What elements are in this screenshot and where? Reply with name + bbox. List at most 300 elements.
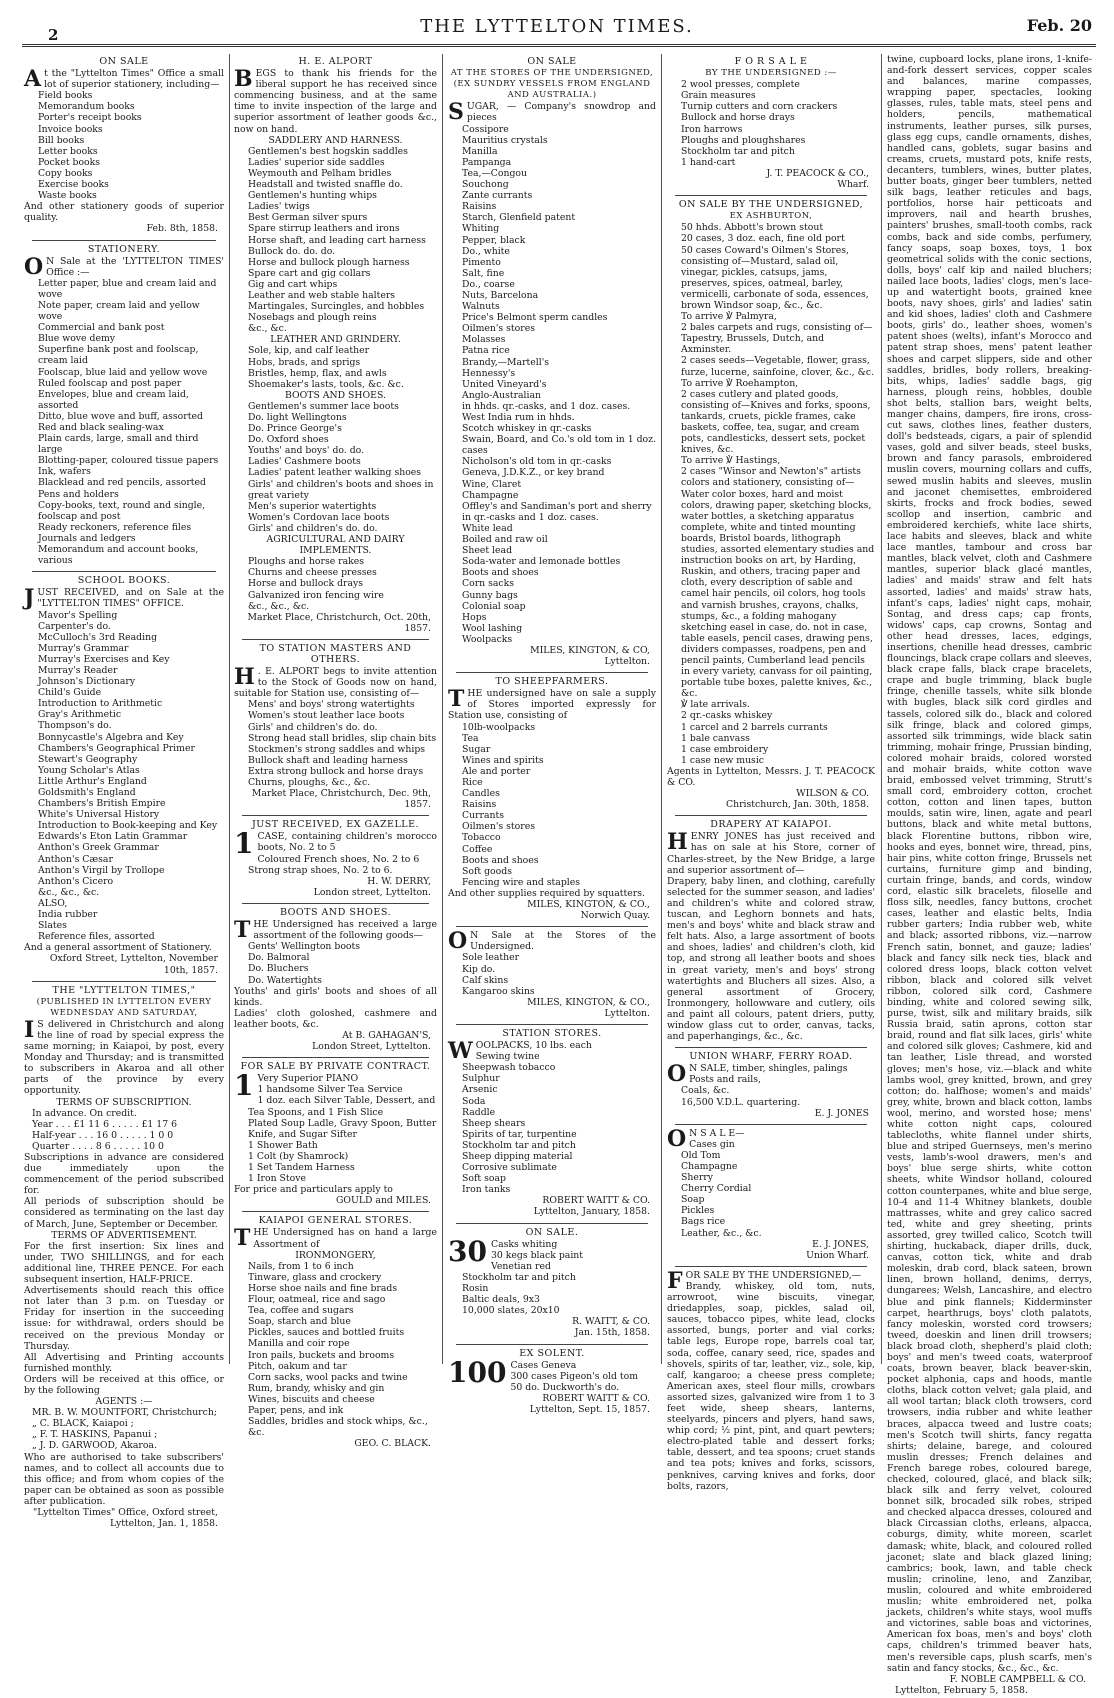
ad-item: Sugar [462, 743, 491, 755]
ad-item: Superfine bank post and foolscap, cream laid [38, 344, 199, 367]
masthead-rule [22, 44, 1096, 47]
ad-item: Kangaroo skins [462, 985, 535, 997]
agent-entry: „ C. BLACK, Kaiapoi ; [32, 1418, 134, 1430]
ad-lead-text: HE Undersigned has on hand a large Assortment of [253, 1227, 437, 1250]
advertisement [234, 56, 437, 636]
ad-item: Women's stout leather lace boots [248, 710, 405, 722]
ad-item: Ale and porter [462, 765, 531, 777]
ad-item: Leather, &c., &c. [681, 1227, 762, 1239]
ad-lead-text: . E. ALPORT begs to invite attention to the Stock of Goods now on hand, suitable for Station use, consisting of— [234, 666, 437, 700]
ad-item: 50 do. Duckworth's do. [510, 1381, 620, 1393]
ad-item: Coloured French shoes, No. 2 to 6 [257, 853, 420, 865]
column-divider [229, 54, 230, 1364]
ad-item: Blotting-paper, coloured tissue papers [38, 455, 219, 467]
column-divider [442, 54, 443, 1364]
ad-separator [32, 981, 216, 982]
ad-item: Extra strong bullock and horse drays [248, 765, 424, 777]
advertisement [24, 575, 224, 977]
ad-item: Pickles, sauces and bottled fruits [248, 1327, 405, 1339]
ad-item: Bill books [38, 134, 85, 146]
ad-item: 1 hand-cart [681, 156, 736, 168]
ad-paragraph: Who are authorised to take subscribers' names, and to collect all accounts due to this office; and from whom copies of the paper can be obtained as soon as possible after publication. [24, 1451, 224, 1507]
ad-advertiser: E. J. JONES, [812, 1238, 869, 1250]
ad-item: Ladies' twigs [248, 201, 310, 213]
ad-paragraph: Brandy, whiskey, old tom, nuts, arrowroot, wine biscuits, vinegar, driedapples, soap, pickles, salad oil, sauces, tobacco pipes, white lead, clocks assorted, bungs, porter and vial corks; table legs, Europe rope, barrels coal tar, soda, coffee, canary seed, rice, spades and shovels, spirits of tar, leather, viz., sole, kip, calf, kangaroo; a cheese press complete; American axes, steel flour mills, crowbars assorted sizes, galvanized wire from 1 to 3 feet wide, sheep shears, lanterns, steelyards, pincers and plyers, hand saws, whip cord; ½ pint, pint, and quart pewters; electro-plated table and dessert forks; table, dessert, and tea spoons; cruet stands and tea pots; knives and forks, scissors, penknives, carving knives and forks, door bolts, razors, [667, 1280, 875, 1492]
column-4 [667, 54, 875, 1492]
ad-lead [24, 253, 224, 280]
ad-item: Raddle [462, 1106, 496, 1118]
ad-item: Geneva, J.D.K.Z., or key brand [462, 467, 605, 479]
ad-item: Swain, Board, and Co.'s old tom in 1 doz. cases [462, 434, 657, 457]
ad-item: Venetian red [490, 1260, 551, 1272]
ad-lead [234, 917, 437, 944]
ad-item-list [448, 722, 656, 888]
issue-date: Feb. 20 [1026, 16, 1092, 35]
ad-item: Porter's receipt books [38, 112, 142, 124]
ad-lead-text: HE undersigned have on sale a supply of Stores imported expressly for Station use, consisting of [448, 688, 656, 722]
ad-item: Horse and bullock drays [248, 578, 364, 590]
ad-item: Introduction to Arithmetic [38, 698, 163, 710]
ad-item: Raisins [462, 799, 497, 811]
advertisement [234, 643, 437, 812]
ad-item: 1 bale canvass [681, 732, 750, 744]
ad-item-list [234, 401, 437, 534]
ad-item: Tinware, glass and crockery [248, 1271, 382, 1283]
ad-item: Memorandum books [38, 101, 135, 113]
ad-item: Envelopes, blue and cream laid, assorted [38, 388, 189, 411]
ad-item: Carpenter's do. [38, 620, 111, 632]
drop-capital: W [448, 1038, 473, 1065]
ad-item: Sulphur [462, 1073, 500, 1085]
column-2 [234, 54, 437, 1450]
ad-item: Martingales, Surcingles, and hobbles [248, 301, 425, 313]
ad-item: Ruled foolscap and post paper [38, 377, 182, 389]
ad-item: Gentlemen's best hogskin saddles [248, 145, 408, 157]
ad-paragraph: Ladies' cloth goloshed, cashmere and leather boots, &c. [234, 1007, 437, 1030]
ad-item: Girls' and children's boots and shoes in great variety [248, 478, 434, 501]
ad-item-list [234, 1261, 437, 1439]
ad-body: twine, cupboard locks, plane irons, 1-knife-and-fork dessert services, copper scales and balances, marine compasses, wrapping paper, spectacles, looking glasses, rules, table mats, steel pens and holders, pencils, mathematical instruments, leather purses, silk purses, glass egg cups, candle ornaments, dishes, handled cans, goblets, sugar basins and creams, cruets, mustard pots, knife rests, decanters, tumblers, wines, butter plates, butter boats, ginger beer tumblers, netted silk bags, leather reticules and bags, portfolios, horse hair petticoats and improvers, nail and hearth brushes, painters' brushes, small-tooth combs, rack combs, back and side combs, perfumery, fancy soaps, soap boxes, toys, 1 box geometrical solids with the conic sections, dolls, boys' calf kip and nailed bluchers; nailed lace boots, ladies' clogs, men's lace-up and watertight boots, grained knee boots, navy shoes, girls' and ladies' satin and kid shoes, ladies' cloth and Cashmere boots, girls' do., leather shoes, women's patent shoes (welts), infant's Morocco and patent strap shoes, mens' patent leather shoes and carpet slippers, side and other saddles, bridles, body rollers, breaking-bits, whips, ladies' saddle bags, gig harness, plough reins, hobbles, double shot belts, stallion bars, weight belts, manger chains, dampers, fire irons, cross-cut saws, clothes lines, feather dusters, doll's bedsteads, cigars, a pair of splendid vases, gold and silver beads, steel busks, brown and fancy parasols, embroidered muslin covers, mourning collars and cuffs, sewed muslin habits and sleeves, muslin and jaconet chemisettes, embroidered skirts, frocks and frock bodies, sewed scollop and insertion, cambric and embroidered kerchiefs, white lace shirts, lace habits and sleeves, black and white lace mantles, tambour and cross bar mantles, black velvet, cloth and Cashmere mantles, superior black glacé mantles, ladies' and maids' straw and felt hats assorted, ladies' and maids' straw hats, infant's caps, ladies' night caps, mohair, Sontag, and dress caps; cap fronts, widows' caps, cap crowns, Sontag and other head dresses, laces, edgings, insertions, chenille head dresses, cambric flouncings, black crape collars and sleeves, black crape falls, black crape bracelets, crape and bugle trimming, black bugle fringe, chenille tassels, white silk blonde with bugles, black silk cord girdles and tassels, colored silk do., black and colored silk fringe, black and colored gimps, assorted silk trimmings, wide black satin trimming, mohair fringe, Prussian binding, colored mohair braids, colored worsted and mohair braids, white cotton wave braid, embossed velvet trimming, Strutt's small cord, embroidery cotton, crochet cotton, cotton and linen tapes, button moulds, satin wire, linen, agate and pearl buttons, black and white metal buttons, black Florentine buttons, ribbon wire, hooks and eyes, bonnet wire, thread, pins, hair pins, white cotton fringe, Brussels net curtains, furniture gimp and binding, curtain fringe, bands, and cords, window cord, elastic silk bracelets, filoselle and floss silk, needles, fancy buttons, crochet cases, leather and elastic belts, India rubber garters; India rubber web, white and black; assorted ribbons, viz.—narrow French satin, bonnet, and gauze; ladies' black and fancy silk neck ties, black and colored dress loops, black cotton velvet ribbon, black and colored silk velvet ribbon, colored silk cord, Cashmere binding, white and colored sewing silk, purse, twist, silk and military braids, silk Russia braid, satin aprons, cotton star braid, round and flat silk laces, girls' white and colored silk gloves; Cashmere, kid and tan leather, Lisle thread, and worsted gloves; men's hose, viz.—black and white lambs wool, grey knitted, brown, and grey cotton; do. halfhose; women's and maids' grey, white, brown and black cotton, lambs wool, merino, and worsted hose; mens' white cotton night caps, coloured tablecloths, white flannel under shirts, blue and striped Guernseys, men's merino vests, lamb's-wool drawers, men's and boys' blue serge shirts, white cotton sheets, white Windsor holland, coloured cotton counterpanes, white and blue serge, 10-4 and 11-4 Whitney blankets, double mattrasses, white and grey calico sacred ted, white and grey sheeting, prints assorted, grey twilled calico, Scotch twill shirting, huckaback, diaper drills, duck, canvas, cotton tick, white and drab moleskin, drab cord, black sateen, brown linen, brown holland, denims, derrys, dungarees; Welsh, Lancashire, and electro blue and pink flannels; Kidderminster carpet, hearthrugs, boys' cloth palatots, fancy moleskin, worsted cord trowsers; tweed, doeskin and linen drill trowsers; black broad cloth, shepherd's plaid cloth; boys' and men's tweed coats, waterproof coats, brown beaver, black beaver-skin, pocket alphonia, caps and hoods, mantle cloths, black cotton velvet; gala plaid, and all wool tartan; black cloth trowsers, cord trowsers, india rubber and white leather braces, alpacca tweed and lustre coats; men's Scotch twill shirts, fancy regatta shirts; delaine, barege, and coloured muslin dresses; French delaines and French barege robes, coloured barege, checked, coloured, glacé, and black silk; black silk and ferry velvet, coloured bonnet silk, brocaded silk robes, striped and checked alpacca dresses, coloured and black Circassian cloths, erleans, alpacca, coburgs, dimity, white moreen, scarlet damask; white, black, and coloured rolled jaconet; slate and black glazed lining; cambrics; book, lawn, and table check muslin; crinoline, leno, and Zanzibar, muslin, coloured and white embroidered muslin; white embroidered net, polka jackets, children's white stays, wool muffs and victorines, sable boas and victorines, American fox boas, men's and boys' cloth caps, children's trimmed beaver hats, men's reversible caps, plush scarfs, men's satin and fancy stocks, &c., &c., &c. [887, 54, 1092, 1674]
ad-lead [448, 99, 656, 126]
ad-item: Sheet lead [462, 545, 513, 557]
ad-item: Young Scholar's Atlas [38, 764, 140, 776]
ad-item: Paper, pens, and ink [248, 1404, 344, 1416]
advertisement [24, 244, 224, 569]
ad-item: Rum, brandy, whisky and gin [248, 1382, 385, 1394]
ad-section-heading: IRONMONGERY, [295, 1249, 376, 1261]
ad-item: 1 Iron Stove [248, 1173, 306, 1185]
ad-item: Mauritius crystals [462, 134, 548, 146]
ad-item: 1 Colt (by Shamrock) [248, 1150, 349, 1162]
ad-heading: KAIAPOI GENERAL STORES. [258, 1215, 413, 1227]
ad-section-heading: LEATHER AND GRINDERY. [270, 334, 401, 346]
ad-item: Ladies' Cashmere boots [248, 456, 361, 468]
ad-item: Leather and web stable halters [248, 289, 396, 301]
ad-item: Bristles, hemp, flax, and awls [248, 367, 387, 379]
column-1 [24, 54, 224, 1530]
ad-section-heading: AGRICULTURAL AND DAIRY IMPLEMENTS. [266, 534, 405, 557]
masthead [0, 0, 1114, 48]
ad-item-list [667, 79, 875, 168]
ad-item: Murray's Grammar [38, 642, 129, 654]
ad-item: Tea, coffee and sugars [248, 1305, 354, 1317]
ad-paragraph: All periods of subscription should be considered as terminating on the last day of March, June, September or December. [24, 1196, 224, 1230]
ad-item: 1 case embroidery [681, 743, 769, 755]
ad-item: Gig and cart whips [248, 278, 338, 290]
ad-paragraph: And other supplies required by squatters. [448, 887, 645, 899]
ad-item: Pens and holders [38, 488, 119, 500]
column-divider [881, 54, 882, 1364]
ad-item: Ploughs and ploughshares [681, 134, 806, 146]
ad-lead-text: EGS to thank his friends for the liberal support he has received since commencing business, and at the same time to invite inspection of the large and superior assortment of leather goods &c., now on hand. [234, 68, 437, 135]
ad-item: Letter books [38, 145, 98, 157]
ad-item: ALSO, [38, 897, 68, 909]
ad-item: Old Tom [681, 1149, 721, 1161]
ad-item: Spirits of tar, turpentine [462, 1128, 577, 1140]
advertisement [667, 819, 875, 1044]
ad-item: 1 Set Tandem Harness [248, 1162, 355, 1173]
ad-item: Anthon's Greek Grammar [38, 842, 159, 854]
ad-item-list [24, 610, 224, 943]
ad-item: Stockholm tar and pitch [681, 145, 795, 157]
ad-signature: E. J. JONES [814, 1107, 869, 1119]
ad-item: Soft soap [462, 1173, 506, 1185]
ad-lead-text: ENRY JONES has just received and has on sale at his Store, corner of Charles-street, by the New Bridge, a large and superior assortment of— [667, 831, 875, 876]
ad-item-list [234, 699, 437, 788]
ad-item: Soap, starch and blue [248, 1316, 351, 1328]
ad-item-list [448, 1051, 656, 1195]
ad-item: Souchong [462, 179, 509, 191]
ad-separator [242, 1057, 429, 1058]
terms-heading: TERMS OF SUBSCRIPTION. [56, 1096, 192, 1108]
ad-paragraph: Agents in Lyttelton, Messrs. J. T. PEACOCK & CO. [667, 765, 875, 788]
ad-item: Price's Belmont sperm candles [462, 312, 608, 324]
ad-item: West India rum in hhds. [462, 412, 575, 423]
ad-item: Do. Bluchers [248, 963, 309, 975]
ad-separator [456, 926, 648, 927]
ad-item: Churns and cheese presses [248, 567, 377, 579]
ad-item: Bullock and horse drays [681, 112, 795, 124]
ad-advertiser: F. NOBLE CAMPBELL & CO. [949, 1673, 1086, 1685]
ad-advertiser: MILES, KINGTON, & CO., [527, 899, 650, 911]
ad-item: Colonial soap [462, 600, 526, 612]
terms-row: In advance. On credit. [32, 1107, 137, 1119]
ad-signature: Lyttelton, Sept. 15, 1857. [529, 1403, 650, 1415]
ad-item: Wines and spirits [462, 754, 544, 766]
ad-item: Sheepwash tobacco [462, 1062, 556, 1074]
ad-separator [242, 815, 429, 816]
ad-item: Tobacco [462, 832, 501, 844]
ad-item: Edwards's Eton Latin Grammar [38, 831, 188, 843]
ad-item: Thompson's do. [38, 720, 112, 732]
ad-item: Calf skins [462, 974, 509, 986]
ad-item: &c., &c. [248, 323, 287, 335]
ad-item: Boots and shoes [462, 567, 539, 579]
ad-subheading: (EX SUNDRY VESSELS FROM ENGLAND AND AUSTRALIA.) [453, 79, 651, 101]
drop-capital: T [234, 1225, 251, 1252]
ad-item: Scotch whiskey in qr.-casks [462, 423, 592, 435]
ad-subheading: AT THE STORES OF THE UNDERSIGNED, [450, 68, 654, 79]
ad-item-list [24, 278, 224, 566]
ad-lead [448, 928, 656, 955]
ad-item: 2 qr.-casks whiskey [681, 710, 773, 722]
ad-signature: GEO. C. BLACK. [354, 1438, 431, 1450]
ad-item: Note paper, cream laid and yellow wove [38, 299, 200, 323]
ad-heading: TO STATION MASTERS AND OTHERS. [259, 642, 412, 665]
drop-capital: F [667, 1267, 683, 1294]
ad-item: Ink, wafers [38, 466, 91, 478]
ad-item: Tea,—Congou [462, 167, 528, 179]
drop-capital: T [234, 917, 251, 944]
ad-item: Iron tanks [462, 1184, 511, 1196]
ad-item: Walnuts [462, 301, 500, 313]
ad-item: Bullock do. do. do. [248, 245, 336, 257]
ad-item: Gunny bags [462, 589, 518, 601]
ad-signature: Lyttelton, January, 1858. [533, 1206, 650, 1218]
newspaper-title: THE LYTTELTON TIMES. [420, 16, 694, 37]
ad-item: 2 wool presses, complete [681, 79, 800, 91]
ad-item: Cherry Cordial [681, 1183, 752, 1195]
ad-signature: London street, Lyttelton. [313, 886, 431, 898]
advertisement [24, 985, 224, 1532]
ad-item: Hennessy's [462, 367, 516, 379]
ad-paragraph: And other stationery goods of superior quality. [24, 201, 224, 224]
ad-item: 20 cases, 3 doz. each, fine old port [681, 233, 845, 245]
ad-item: Men's superior watertights [248, 500, 377, 512]
ad-lead-text: Casks whiting [490, 1238, 558, 1250]
ad-item: Offley's and Sandiman's port and sherry in qr.-casks and 1 doz. cases. [462, 500, 652, 523]
drop-capital: I [24, 1016, 35, 1043]
ad-heading: TO SHEEPFARMERS. [495, 676, 609, 688]
ad-item: Anglo-Australian [462, 389, 542, 401]
ad-signature: Lyttelton, February 5, 1858. [895, 1684, 1028, 1696]
ad-item: Rosin [462, 1283, 489, 1295]
ad-item: Soda-water and lemonade bottles [462, 556, 621, 568]
drop-capital: A [24, 66, 42, 93]
drop-capital: O [667, 1061, 687, 1088]
ad-item-list [234, 854, 437, 876]
ad-lead [667, 1267, 875, 1294]
ad-item: 30 kegs black paint [490, 1249, 584, 1261]
advertisement [24, 56, 224, 237]
ad-item: Stockholm tar and pitch [462, 1271, 576, 1283]
ad-item: Salt, fine [462, 267, 505, 279]
ad-item: Ladies' superior side saddles [248, 156, 385, 168]
agent-entry: „ J. D. GARWOOD, Akaroa. [32, 1440, 157, 1452]
terms-row: Quarter . . . . 8 6 . . . . . 10 0 [32, 1140, 164, 1152]
ad-item: Champagne [462, 489, 519, 501]
advertisement [448, 1348, 656, 1418]
drop-capital: H [667, 829, 688, 856]
ad-item: 2 cases cutlery and plated goods, consisting of—Knives and forks, spoons, tankards, cruets, pickle frames, cake baskets, coffee, tea, sugar, and cream pots, candlesticks, dessert sets, pocket knives, &c. [681, 388, 871, 456]
ad-separator [675, 1124, 867, 1125]
ad-lead-text: N Sale at the 'LYTTELTON TIMES' Office :— [46, 255, 224, 278]
advertisement [667, 56, 875, 192]
ad-item: Ladies' patent leather walking shoes [248, 467, 422, 479]
ad-item: Blacklead and red pencils, assorted [38, 477, 206, 489]
ad-separator [242, 1211, 429, 1212]
ad-item: Corn sacks, wool packs and twine [248, 1371, 408, 1383]
ad-item: Cases gin [689, 1138, 735, 1150]
ad-item: Strong head stall bridles, slip chain bits [248, 732, 437, 744]
ad-item: 10,000 slates, 20x10 [462, 1305, 560, 1317]
ad-item: Gentlemen's summer lace boots [248, 400, 399, 412]
ad-lead-text: HE Undersigned has received a large assortment of the following goods— [253, 919, 437, 942]
ad-advertiser: J. T. PEACOCK & CO., [766, 167, 869, 179]
ad-signature: Lyttelton. [604, 656, 650, 668]
ad-lead [448, 688, 656, 721]
ad-lead [234, 666, 437, 699]
drop-capital: O [24, 253, 44, 280]
ad-item-list [234, 1084, 437, 1184]
ad-item: Plated Soup Ladle, Gravy Spoon, Butter Knife, and Sugar Sifter [248, 1117, 437, 1140]
ad-item: Woolpacks [462, 633, 513, 645]
ad-lead-text: OOLPACKS, 10 lbs. each [475, 1040, 592, 1052]
agent-entry: MR. B. W. MOUNTFORT, Christchurch; [32, 1407, 217, 1419]
ad-item: Stockmen's strong saddles and whips [248, 743, 426, 755]
ad-item: Wool lashing [462, 622, 523, 634]
ad-item: Sole leather [462, 952, 520, 964]
ad-item: Zante currants [462, 190, 533, 202]
ad-section-heading: BOOTS AND SHOES. [285, 389, 386, 401]
ad-signature: GOULD and MILES. [335, 1195, 431, 1207]
ad-separator [456, 1024, 648, 1025]
ad-item: Strong strap shoes, No. 2 to 6. [248, 864, 393, 876]
ad-item: Pitch, oakum and tar [248, 1360, 347, 1372]
ad-item: Waste books [38, 190, 97, 202]
ad-item: Fencing wire and staples [462, 876, 581, 888]
ad-item: Anthon's Cæsar [38, 853, 113, 865]
advertisement [234, 819, 437, 900]
ad-heading: FOR SALE BY PRIVATE CONTRACT. [240, 1061, 431, 1073]
ad-heading: ON SALE [527, 56, 577, 67]
ad-item-list [234, 556, 437, 611]
ad-item: Chambers's British Empire [38, 798, 166, 810]
ad-item: Sewing twine [475, 1051, 540, 1063]
ad-item: Manilla [462, 145, 498, 157]
ad-signature: Lyttelton. [604, 1007, 650, 1019]
ad-item: Nosebags and plough reins [248, 312, 377, 324]
lead-number: 1 [234, 827, 254, 861]
lead-number: 100 [448, 1355, 507, 1389]
ad-advertiser: MILES, KINGTON, & CO., [527, 996, 650, 1008]
ad-paragraph: Advertisements should reach this office not later than 3 p.m. on Tuesday or Friday for insertion in the succeeding issue: for withdrawal, orders should be received on the previous Monday or Thursday. [24, 1285, 224, 1352]
ad-item: 1 case new music [681, 754, 765, 766]
ad-lead [234, 1225, 437, 1252]
ad-item: Coals, &c. [681, 1085, 730, 1097]
ad-lead-text: OR SALE BY THE UNDERSIGNED,— [685, 1269, 861, 1281]
ad-subheading: (PUBLISHED IN LYTTELTON EVERY WEDNESDAY AND SATURDAY, [36, 996, 212, 1018]
ad-item: 2 cases seeds—Vegetable, flower, grass, furze, lucerne, sainfoine, clover, &c., &c. [681, 355, 875, 378]
ad-item: Candles [462, 788, 500, 800]
ad-item: White's Universal History [38, 809, 160, 821]
ad-item: 10lb-woolpacks [462, 721, 536, 733]
ad-lead-text: N SALE, timber, shingles, palings [689, 1063, 848, 1075]
ad-item: Starch, Glenfield patent [462, 212, 576, 224]
ad-separator [242, 639, 429, 640]
ad-item: Spare cart and gig collars [248, 267, 371, 279]
ad-item: Mavor's Spelling [38, 609, 118, 621]
ad-item: Boots and shoes [462, 854, 539, 866]
ad-lead [24, 66, 224, 93]
ad-signature: Christchurch, Jan. 30th, 1858. [725, 799, 869, 811]
advertisement [234, 907, 437, 1054]
ad-paragraph: And a general assortment of Stationery. [24, 942, 212, 954]
ad-item: Reference files, assorted [38, 931, 155, 943]
ad-item: Soda [462, 1095, 486, 1107]
ad-item: Slates [38, 920, 67, 932]
ad-item: Pocket books [38, 156, 101, 168]
ad-item: Girls' and children's do. do. [248, 522, 378, 534]
ad-item: Shoemaker's lasts, tools, &c. &c. [248, 378, 404, 390]
ad-lead [234, 68, 437, 135]
ad-separator [456, 1223, 648, 1224]
ad-item: 50 cases Coward's Oilmen's Stores, consisting of—Mustard, salad oil, vinegar, pickles, catsups, jams, preserves, spices, oatmeal, barley, vermicelli, carbonate of soda, essences, brown Windsor soap, &c., &c. [681, 244, 869, 311]
ad-lead-text: UST RECEIVED, and on Sale at the "LYTTELTON TIMES" OFFICE. [37, 587, 224, 610]
ad-advertiser: H. W. DERRY, [367, 875, 431, 887]
ad-paragraph: Orders will be received at this office, or by the following [24, 1373, 224, 1396]
drop-capital: S [448, 99, 464, 126]
ad-item: Red and black sealing-wax [38, 422, 164, 433]
terms-row: Year . . . £1 11 6 . . . . . £1 17 6 [32, 1118, 177, 1130]
ad-item: Ditto, blue wove and buff, assorted [38, 410, 203, 422]
ad-item: Whiting [462, 223, 500, 235]
drop-capital: B [234, 66, 253, 93]
ad-separator [675, 195, 867, 196]
ad-item: 2 cases "Winsor and Newton's" artists colors and stationery, consisting of—Water color boxes, hard and moist colors, drawing paper, sketching blocks, water bottles, a sketching apparatus complete, white and tinted mounting boards, Bristol boards, lithograph studies, assorted elementary studies and instruction books on art, by Harding, Ruskin, and others, tracing paper and cloth, every description of sable and camel hair pencils, oil colors, hog tools and varnish brushes, crayons, chalks, stumps, &c., a folding mahogany sketching easel in case, do. not in case, table easels, pencil cases, drawing pens, dividers compasses, roadpens, pen and pencil paints, Cumberland lead pencils in every variety, canvass for oil painting, portable tube boxes, palette knives, &c., &c. [681, 466, 875, 700]
ad-item: India rubber [38, 909, 98, 921]
ad-item: Horse shoe nails and fine brads [248, 1282, 398, 1294]
ad-separator [675, 1266, 867, 1267]
ad-advertiser: R. WAITT, & CO. [572, 1316, 650, 1328]
advertisement [448, 1028, 656, 1220]
ad-lead-text: UGAR, — Company's snowdrop and pieces [466, 101, 656, 124]
ad-lead-text: S delivered in Christchurch and along the line of road by special express the same morning; in Kaiapoi, by post, every Monday and Thursday; and is transmitted to subscribers in Akaroa and all other parts of the province by every opportunity. [24, 1018, 224, 1097]
advertisement [448, 1227, 656, 1341]
ad-item: Coffee [462, 843, 493, 855]
ad-heading: THE "LYTTELTON TIMES," [52, 984, 196, 996]
ad-lead-text: t the "Lyttelton Times" Office a small lot of superior stationery, including— [44, 68, 224, 91]
ad-item: Murray's Exercises and Key [38, 653, 170, 665]
ad-paragraph: For the first insertion: Six lines and under, TWO SHILLINGS, and for each additional line, THREE PENCE. For each subsequent insertion, HALF-PRICE. [24, 1240, 224, 1286]
ad-item: Chambers's Geographical Primer [38, 742, 195, 754]
ad-lead-text: CASE, containing children's morocco boots, No. 2 to 5 [257, 831, 437, 854]
ad-separator [456, 1344, 648, 1345]
drop-capital: J [24, 585, 35, 612]
ad-item: Anthon's Cicero [38, 875, 114, 887]
ad-item-list [24, 90, 224, 201]
ad-paragraph: For price and particulars apply to [234, 1184, 393, 1196]
ad-item: 50 hhds. Abbott's brown stout [681, 222, 824, 234]
ad-item: Gents' Wellington boots [248, 941, 361, 953]
ad-item: Wine, Claret [462, 478, 522, 490]
ad-item: Do. Watertights [248, 974, 322, 986]
agents-heading: AGENTS :— [95, 1396, 153, 1408]
ad-lead [667, 831, 875, 875]
ad-advertiser: WILSON & CO. [796, 788, 869, 800]
ad-item: Mens' and boys' strong watertights [248, 699, 415, 711]
ad-separator [32, 571, 216, 572]
ad-item: Foolscap, blue laid and yellow wove [38, 366, 208, 378]
ad-advertiser: At B. GAHAGAN'S, [342, 1029, 431, 1041]
ad-item-list [448, 124, 656, 645]
ad-item: Bags rice [681, 1216, 726, 1228]
ad-lead-text: Very Superior PIANO [257, 1073, 359, 1085]
advertisement [667, 1267, 875, 1494]
ad-item: Ready reckoners, reference files [38, 521, 192, 533]
ad-paragraph: Drapery, baby linen, and clothing, carefully selected for the summer season, and ladies' and children's white and colored straw, tuscan, and Leghorn bonnets and hats, men's and boys' white and black straw and felt hats. Also, a large assortment of boots and shoes, ladies' and children's cloth, kid top, and strong all leather boots and shoes in great variety, men's and boys' strong watertights and Bluchers all sizes. Also, a general assortment of Grocery, Ironmongery, hollowware and cutlery, oils and paint all colours, patent driers, putty, window glass cut to order, canvas, tacks, and paperhangings, &c., &c. [667, 875, 875, 1043]
ad-heading: ON SALE. [525, 1226, 579, 1238]
